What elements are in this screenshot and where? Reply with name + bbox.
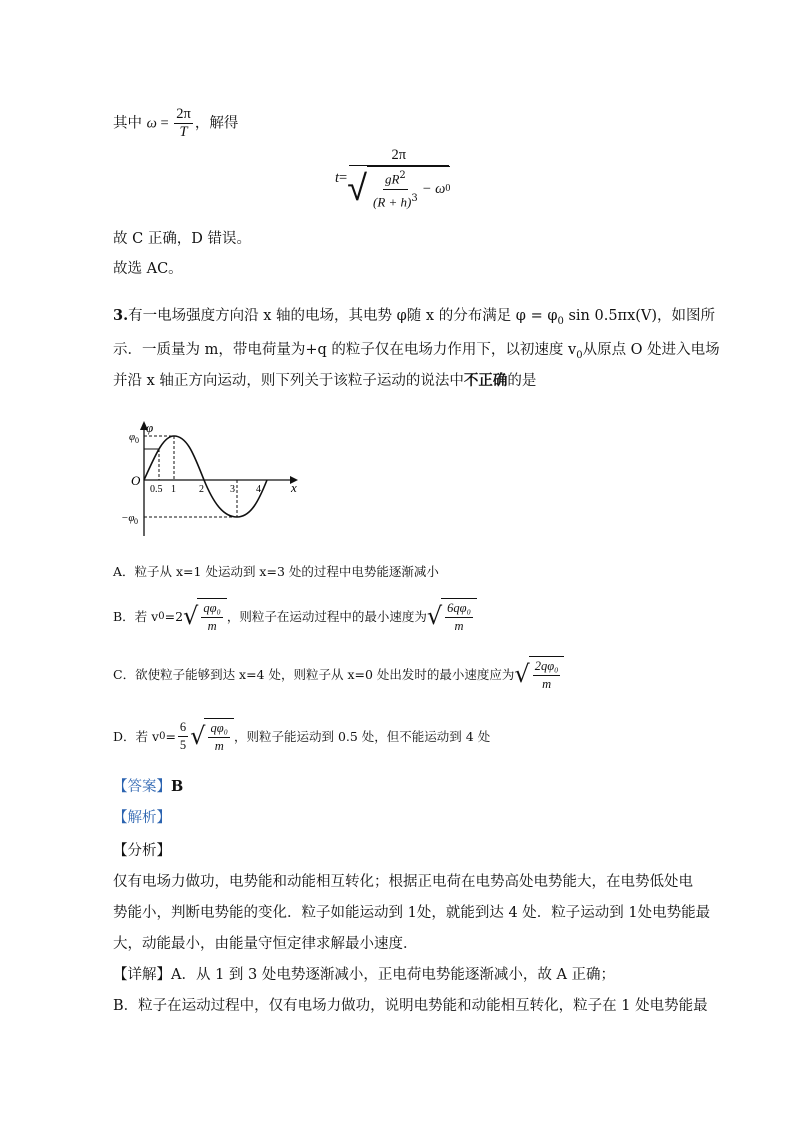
neg-phi0-sub: 0 xyxy=(134,517,138,526)
conclusion-line-2: 故选 AC。 xyxy=(113,261,183,277)
answer-value: B xyxy=(171,778,184,795)
intro-line xyxy=(113,106,238,141)
conclusion-line-1: 故 C 正确，D 错误。 xyxy=(113,231,252,247)
origin-label: O xyxy=(131,473,141,488)
question-line-3: 并沿 x 轴正方向运动，则下列关于该粒子运动的说法中不正确的是 xyxy=(113,372,537,389)
tick-0-5: 0.5 xyxy=(150,484,163,495)
sine-curve xyxy=(144,436,267,517)
d-radical: √ $\frac{\text{qφ₀}}{m}$ xyxy=(190,718,234,755)
tick-4: 4 xyxy=(256,484,261,495)
formula-t: t = 2π √ $\frac{gR^2}{(R + h)^3}$ − ω 0 xyxy=(335,147,451,209)
intro-suffix: ，解得 xyxy=(194,115,239,132)
question-line-2: 示．一质量为 m，带电荷量为+q 的粒子仅在电场力作用下，以初速度 $v_0$从原点 O 处进入电场 xyxy=(113,342,720,361)
detail-line-b: B．粒子在运动过程中，仅有电场力做功，说明电势能和动能相互转化，粒子在 1 处电势能最 xyxy=(113,998,708,1014)
option-b: B．若 v 0 =2 √ $\frac{\text{qφ₀}}{m}$ ，则粒子在运动过程中的最小速度为 √ $\frac{\text{6qφ₀}}{m}$ xyxy=(113,598,477,635)
omega-fraction: $\frac{2\pi}{T}$ xyxy=(176,106,191,140)
analysis-sub-label: 【分析】 xyxy=(113,843,171,859)
analysis-line-3: 大，动能最小，由能量守恒定律求解最小速度． xyxy=(113,936,418,952)
tick-1: 1 xyxy=(171,484,176,495)
phi0-label: φ xyxy=(129,431,136,443)
intro-prefix: 其中 xyxy=(113,115,142,132)
phi0-sub: 0 xyxy=(135,436,139,445)
option-d: D．若 v 0 = $\frac{6}{5}$ √ $\frac{\text{qφ₀}}{m}$ ，则粒子能运动到 0.5 处，但不能运动到 4 处 xyxy=(113,720,491,753)
detail-line-a: 【详解】A．从 1 到 3 处电势逐渐减小，正电荷电势能逐渐减小，故 A 正确； xyxy=(113,967,616,983)
tick-3: 3 xyxy=(230,484,235,495)
analysis-line-1: 仅有电场力做功，电势能和动能相互转化；根据正电荷在电势高处电势能大，在电势低处电 xyxy=(113,874,693,890)
t-fraction: 2π √ $\frac{gR^2}{(R + h)^3}$ − ω 0 xyxy=(347,147,451,209)
b-answer-radical: √ $\frac{\text{6qφ₀}}{m}$ xyxy=(427,598,477,635)
option-c: C．欲使粒子能够到达 x=4 处，则粒子从 x=0 处出发时的最小速度应为 √ $\frac{\text{2qφ₀}}{m}$ xyxy=(113,656,564,693)
tick-2: 2 xyxy=(199,484,204,495)
x-axis-label: x xyxy=(291,480,297,495)
question-line-1: 3.有一电场强度方向沿 x 轴的电场，其电势 φ随 x 的分布满足 $\varphi = \varphi_0$ sin 0.5πx(V)，如图所 xyxy=(113,307,716,327)
omega-symbol: ω xyxy=(146,115,157,132)
neg-phi0-label: −φ xyxy=(121,512,135,524)
c-radical: √ $\frac{\text{2qφ₀}}{m}$ xyxy=(514,656,564,693)
y-axis-label: φ xyxy=(146,420,154,435)
answer-line xyxy=(113,777,183,797)
analysis-label: 【解析】 xyxy=(113,810,171,826)
option-a: A．粒子从 x=1 处运动到 x=3 处的过程中电势能逐渐减小 xyxy=(113,564,439,579)
answer-label: 【答案】 xyxy=(113,779,171,795)
analysis-line-2: 势能小，判断电势能的变化．粒子如能运动到 1处，就能到达 4 处．粒子运动到 1处电势能最 xyxy=(113,905,711,921)
d-coefficient: $\frac{6}{5}$ xyxy=(179,720,187,752)
b-radical: √ $\frac{\text{qφ₀}}{m}$ xyxy=(183,598,227,635)
equals-sign: = xyxy=(156,115,173,132)
potential-graph xyxy=(115,418,305,538)
